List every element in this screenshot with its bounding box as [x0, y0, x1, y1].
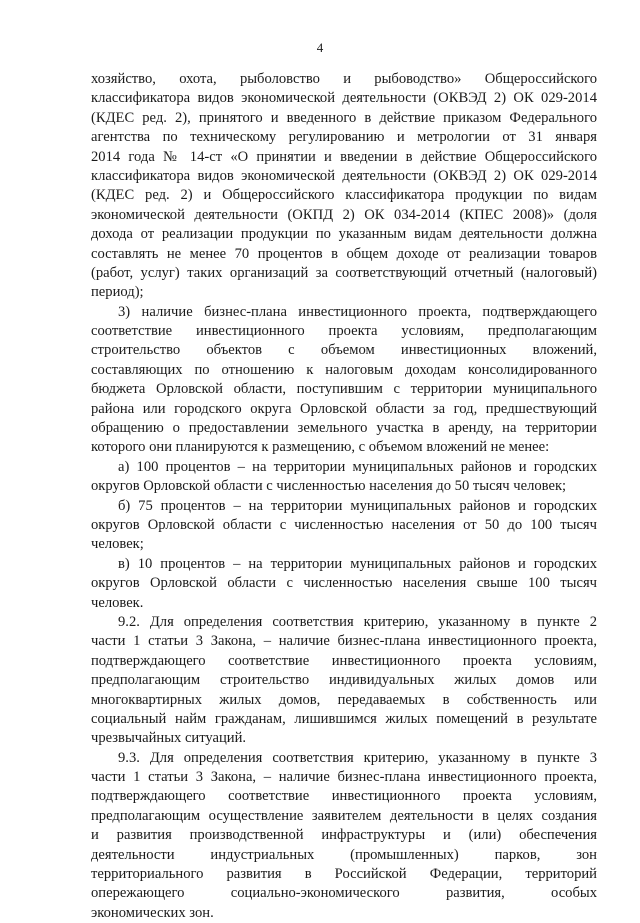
text-line: 9.3. Для определения соответствия критерию, указанному в пункте 3	[118, 749, 597, 766]
text-line: (КДЕС ред. 2) и Общероссийского классификатора продукции по видам	[91, 187, 597, 204]
paragraph-item-3a	[91, 458, 597, 497]
text-line: а) 100 процентов – на территории муниципальных районов и городских	[118, 458, 597, 475]
text-line: строительство объектов с объемом инвестиционных вложений,	[91, 342, 597, 359]
text-line: период);	[91, 284, 144, 301]
text-line: чрезвычайных ситуаций.	[91, 730, 247, 747]
text-line: б) 75 процентов – на территории муниципальных районов и городских	[118, 497, 597, 514]
text-line: подтверждающего соответствие инвестиционного проекта условиям,	[91, 652, 597, 669]
page-number: 4	[316, 40, 324, 55]
text-line: территориального развития в Российской Федерации, территорий	[91, 866, 597, 883]
paragraph-item-3	[91, 303, 597, 458]
text-line: 3) наличие бизнес-плана инвестиционного проекта, подтверждающего	[118, 303, 597, 320]
text-line: дохода от реализации продукции по указанным видам деятельности должна	[91, 226, 597, 243]
text-line: предполагающим осуществление заявителем деятельности в целях создания	[91, 807, 597, 824]
text-line: округов Орловской области с численностью населения свыше 100 тысяч	[91, 575, 597, 592]
text-line: соответствие инвестиционного проекта условиям, предполагающим	[91, 323, 597, 340]
text-line: хозяйство, охота, рыболовство и рыбоводство» Общероссийского	[91, 71, 597, 87]
paragraph-continuation	[91, 70, 597, 303]
text-line: 2014 года № 14-ст «О принятии и введении в действие Общероссийского	[91, 148, 597, 165]
text-line: района или городского округа Орловской области за год, предшествующий	[91, 400, 597, 417]
text-line: составлять не менее 70 процентов в общем доходе от реализации товаров	[91, 245, 597, 262]
text-line: бюджета Орловской области, поступившим с территории муниципального	[91, 381, 597, 398]
text-line: округов Орловской области с численностью населения до 50 тысяч человек;	[91, 478, 567, 495]
text-line: классификатора видов экономической деятельности (ОКВЭД 2) ОК 029-2014	[91, 90, 597, 107]
text-line: (работ, услуг) таких организаций за соответствующий отчетный (налоговый)	[91, 264, 597, 281]
text-line: обращению о предоставлении земельного участка в аренду, на территории	[91, 420, 597, 437]
text-line: агентства по техническому регулированию и метрологии от 31 января	[91, 129, 597, 146]
document-body	[91, 70, 597, 923]
paragraph-section-9-2	[91, 613, 597, 749]
text-line: опережающего социально-экономического развития, особых	[91, 885, 597, 902]
text-line: части 1 статьи 3 Закона, – наличие бизнес-плана инвестиционного проекта,	[91, 633, 597, 650]
paragraph-item-3c	[91, 555, 597, 613]
text-line: округов Орловской области с численностью населения от 50 до 100 тысяч	[91, 516, 597, 533]
text-line: деятельности индустриальных (промышленных) парков, зон	[91, 846, 597, 863]
paragraph-item-3b	[91, 497, 597, 555]
text-line: предполагающим строительство индивидуальных жилых домов или	[91, 672, 597, 689]
text-line: и развития производственной инфраструктуры и (или) обеспечения	[91, 827, 597, 844]
text-line: многоквартирных жилых домов, передаваемых в собственность или	[91, 691, 597, 708]
text-line: составляющих по отношению к налоговым доходам консолидированного	[91, 361, 597, 378]
text-line: подтверждающего соответствие инвестиционного проекта условиям,	[91, 788, 597, 805]
text-line: экономической деятельности (ОКПД 2) ОК 034-2014 (КПЕС 2008)» (доля	[91, 206, 597, 223]
paragraph-section-9-3	[91, 749, 597, 923]
text-line: человек.	[91, 594, 144, 611]
text-line: классификатора видов экономической деятельности (ОКВЭД 2) ОК 029-2014	[91, 167, 597, 184]
text-line: части 1 статьи 3 Закона, – наличие бизнес-плана инвестиционного проекта,	[91, 769, 597, 786]
text-line: 9.2. Для определения соответствия критерию, указанному в пункте 2	[118, 613, 597, 630]
text-line: экономических зон.	[91, 904, 214, 921]
text-line: социальный найм гражданам, лишившимся жилых помещений в результате	[91, 710, 597, 727]
text-line: человек;	[91, 536, 144, 553]
text-line: (КДЕС ред. 2), принятого и введенного в действие приказом Федерального	[91, 109, 597, 126]
text-line: которого они планируются к размещению, с объемом вложений не менее:	[91, 439, 550, 456]
text-line: в) 10 процентов – на территории муниципальных районов и городских	[118, 555, 597, 572]
